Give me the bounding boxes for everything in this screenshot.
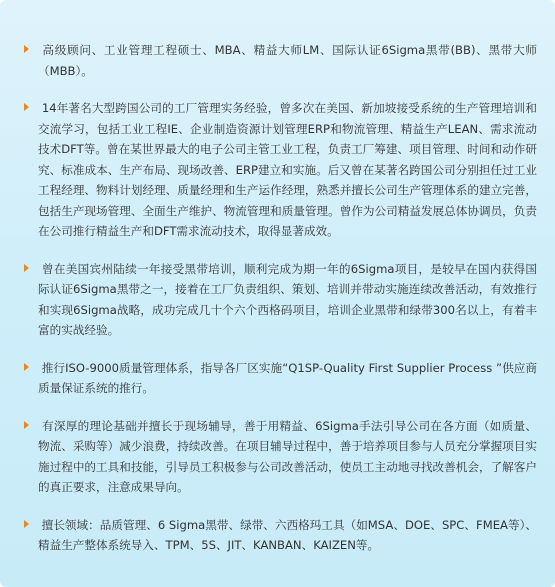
orange-triangle-bullet-icon [24, 103, 29, 111]
list-item-text: 曾在美国宾州陆续一年接受黑带培训，顺利完成为期一年的6Sigma项目，是较早在国内获得国际认证6Sigma黑带之一，接着在工厂负责组织、策划、培训并带动实施连续改善活动，有效推行和实现6Sigma战略，成功完成几十个六个西格码项目，培训企业黑带和绿带300名以上，有着丰富的实战经验。 [38, 261, 537, 337]
list-item-iso [24, 358, 537, 399]
orange-triangle-bullet-icon [24, 421, 29, 429]
list-item-text: 有深厚的理论基础并擅长于现场辅导，善于用精益、6Sigma手法引导公司在各方面（如质量、物流、采购等）减少浪费，持续改善。在项目辅导过程中，善于培养项目参与人员充分掌握项目实施过程中的工具和技能，引导员工积极参与公司改善活动，使员工主动地寻找改善机会，了解客户的真正要求，注意成果导向。 [38, 418, 537, 494]
list-item-coaching [24, 416, 537, 498]
list-item-experience [24, 98, 537, 242]
list-item-text: 擅长领域：品质管理、6 Sigma黑带、绿带、六西格玛工具（如MSA、DOE、SPC、FMEA等）、精益生产整体系统导入、TPM、5S、JIT、KANBAN、KAIZEN等。 [38, 517, 537, 552]
orange-triangle-bullet-icon [24, 45, 29, 53]
orange-triangle-bullet-icon [24, 264, 29, 272]
list-item-six-sigma [24, 259, 537, 341]
list-item-text: 高级顾问、工业管理工程硕士、MBA、精益大师LM、国际认证6Sigma黑带(BB)、黑带大师（MBB）。 [38, 43, 537, 78]
list-item-expertise [24, 515, 537, 556]
list-item-credentials [24, 40, 537, 81]
orange-triangle-bullet-icon [24, 363, 29, 371]
orange-triangle-bullet-icon [24, 520, 29, 528]
list-item-text: 推行ISO-9000质量管理体系，指导各厂区实施“Q1SP-Quality First Supplier Process ”供应商质量保证系统的推行。 [38, 360, 537, 395]
list-item-text: 14年著名大型跨国公司的工厂管理实务经验，曾多次在美国、新加坡接受系统的生产管理培训和交流学习，包括工业工程IE、企业制造资源计划管理ERP和物流管理、精益生产LEAN、需求流动技术DFT等。曾在某世界最大的电子公司主管工业工程，负责工厂筹建、项目管理、时间和动作研究、标准成本、生产布局、现场改善、ERP建立和实施。后又曾在某著名跨国公司分别担任过工业工程经理、物料计划经理、质量经理和生产运作经理，熟悉并擅长公司生产管理体系的建立完善，包括生产现场管理、全面生产维护、物流管理和质量管理。曾作为公司精益发展总体协调员，负责在公司推行精益生产和DFT需求流动技术，取得显著成效。 [38, 101, 537, 238]
